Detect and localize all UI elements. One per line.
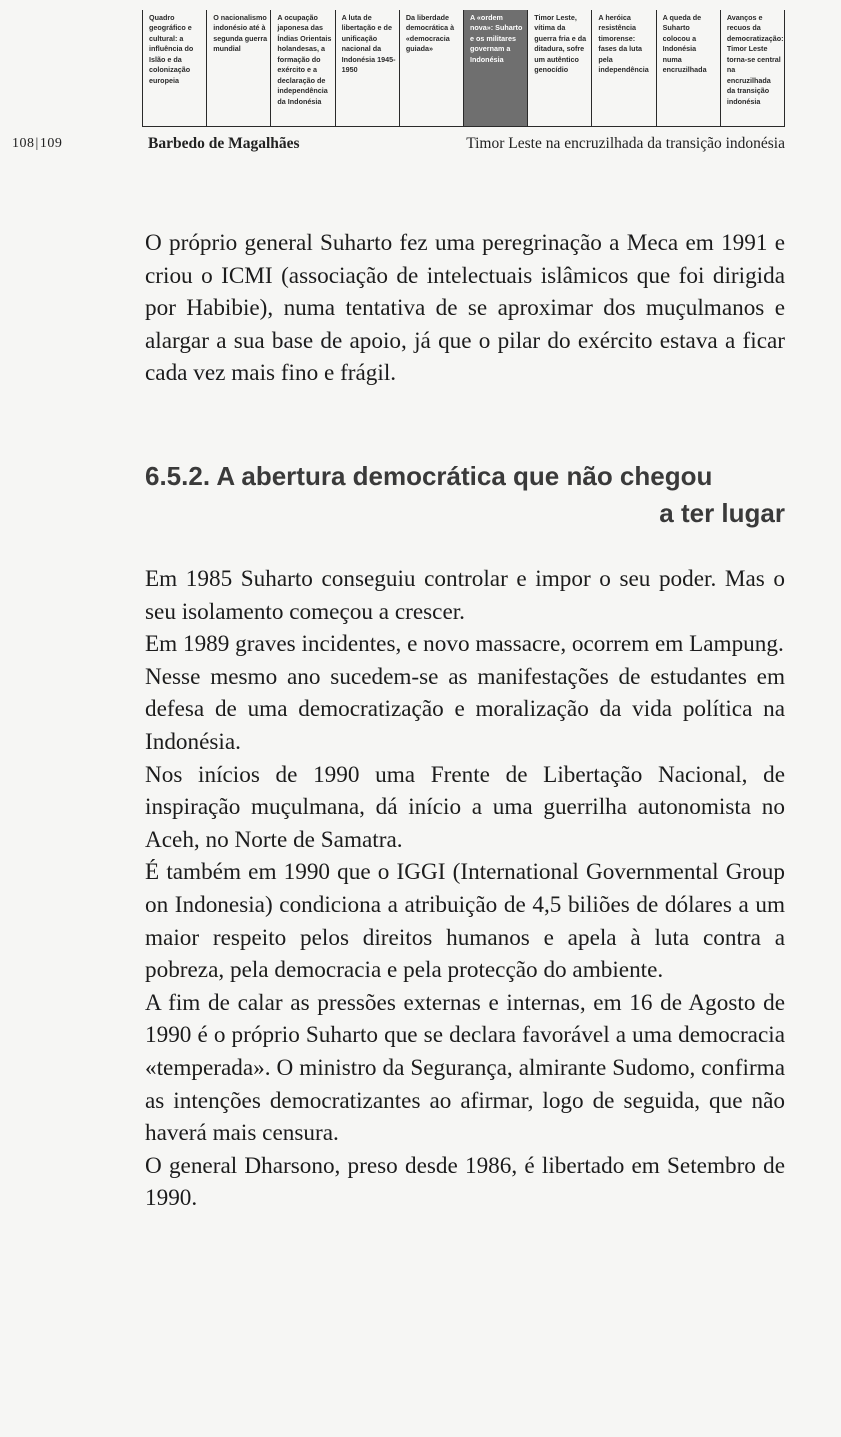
page-numbers — [12, 136, 62, 152]
chapter-cell: Da liberdade democrática à «democracia guiada» — [400, 10, 464, 126]
section-title-line1: A abertura democrática que não chegou — [216, 461, 713, 491]
section-title-line2: a ter lugar — [659, 498, 785, 528]
page-number-left: 108 — [12, 136, 35, 151]
chapter-cell: Timor Leste, vítima da guerra fria e da ditadura, sofre um autêntico genocídio — [528, 10, 592, 126]
paragraph: Nesse mesmo ano sucedem-se as manifestações de estudantes em defesa de uma democratização e moralização da vida política na Indonésia. — [145, 663, 785, 755]
paragraph: O próprio general Suharto fez uma peregrinação a Meca em 1991 e criou o ICMI (associação de intelectuais islâmicos que foi dirigida por Habibie), numa tentativa de se aproximar dos muçulmanos e alargar a sua base de apoio, já que o pilar do exército estava a ficar cada vez mais fino e frágil. — [145, 230, 785, 387]
running-header-title: Timor Leste na encruzilhada da transição indonésia — [466, 135, 785, 152]
paragraph: Nos inícios de 1990 uma Frente de Libertação Nacional, de inspiração muçulmana, dá início a uma guerrilha autonomista no Aceh, no Norte de Samatra. — [145, 761, 785, 853]
chapter-cell-current: A «ordem nova»: Suharto e os militares governam a Indonésia — [464, 10, 528, 126]
page-number-right: 109 — [39, 136, 63, 151]
paragraph: Em 1989 graves incidentes, e novo massacre, ocorrem em Lampung. — [145, 631, 784, 658]
chapter-cell: Quadro geográfico e cultural: a influência do Islão e da colonização europeia — [143, 10, 207, 126]
section-number: 6.5.2. — [145, 461, 211, 491]
chapter-cell: A heróica resistência timorense: fases da luta pela independência — [592, 10, 656, 126]
paragraph: É também em 1990 que o IGGI (International Governmental Group on Indonesia) condiciona a atribuição de 4,5 biliões de dólares a um maior respeito pelos direitos humanos e apela à luta contra a pobreza, pela democracia e pela protecção do ambiente. — [145, 859, 785, 984]
section-body — [145, 563, 785, 1215]
section-heading — [145, 458, 785, 532]
intro-paragraph-block — [145, 227, 785, 390]
chapter-cell: Avanços e recuos da democratização: Timor Leste torna-se central na encruzilhada da transição indonésia — [721, 10, 785, 126]
chapter-cell: A luta de libertação e de unificação nacional da Indonésia 1945-1950 — [336, 10, 400, 126]
chapter-cell: A queda de Suharto colocou a Indonésia numa encruzilhada — [657, 10, 721, 126]
page-number-separator: | — [35, 136, 39, 151]
chapter-cell: A ocupação japonesa das Índias Orientais holandesas, a formação do exército e a declaração de independência da Indonésia — [271, 10, 335, 126]
chapter-cell: O nacionalismo indonésio até à segunda guerra mundial — [207, 10, 271, 126]
paragraph: O general Dharsono, preso desde 1986, é libertado em Setembro de 1990. — [145, 1152, 785, 1212]
running-header-author: Barbedo de Magalhães — [148, 135, 300, 152]
chapter-navigation-strip — [142, 10, 785, 127]
paragraph: A fim de calar as pressões externas e internas, em 16 de Agosto de 1990 é o próprio Suharto que se declara favorável a uma democracia «temperada». O ministro da Segurança, almirante Sudomo, confirma as intenções democratizantes ao afirmar, logo de seguida, que não haverá mais censura. — [145, 989, 785, 1147]
paragraph: Em 1985 Suharto conseguiu controlar e impor o seu poder. Mas o seu isolamento começou a crescer. — [145, 566, 785, 625]
